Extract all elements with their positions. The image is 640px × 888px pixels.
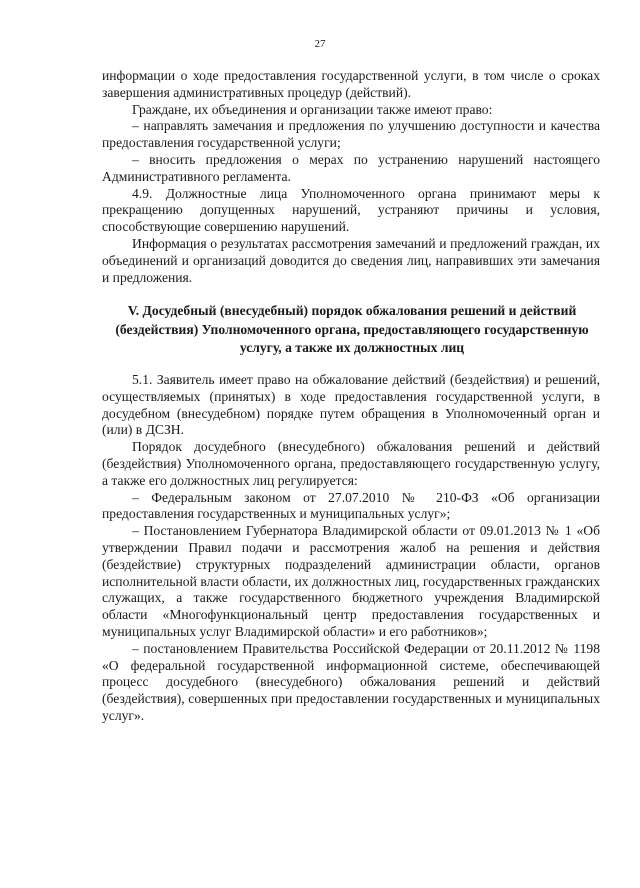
section-heading: V. Досудебный (внесудебный) порядок обжалования решений и действий (бездействия) Уполномоченного органа, предоставляющего государственную услугу, а также их должностных лиц [115,303,589,355]
paragraph-continuation: информации о ходе предоставления государственной услуги, в том числе о сроках завершения административных процедур (действий). [102,68,600,100]
paragraph-4-9: 4.9. Должностные лица Уполномоченного органа принимают меры к прекращению допущенных нарушений, устраняют причины и условия, способствующие совершению нарушений. [102,185,600,235]
paragraph-governor-resolution: – Постановлением Губернатора Владимирской области от 09.01.2013 № 1 «Об утверждении Правил подачи и рассмотрения жалоб на решения и действия (бездействие) структурных подразделений администрации области, органов исполнительной власти области, их должностных лиц, государственных гражданских служащих, а также государственного бюджетного учреждения Владимирской области «Многофункциональный центр предоставления государственных и муниципальных услуг Владимирской области» и его работников»; [102,523,600,639]
paragraph-results-info: Информация о результатах рассмотрения замечаний и предложений граждан, их объединений и организаций доводится до сведения лиц, направивших эти замечания и предложения. [102,235,600,285]
bottom-text-block [102,372,600,725]
top-text-block [102,68,600,286]
paragraph-appeal-order: Порядок досудебного (внесудебного) обжалования решений и действий (бездействия) Уполномоченного органа, предоставляющего государственную услугу, а также его должностных лиц регулируется: [102,439,600,488]
paragraph-right-remarks: – направлять замечания и предложения по улучшению доступности и качества предоставления государственной услуги; [102,118,600,151]
paragraph-right-proposals: – вносить предложения о мерах по устранению нарушений настоящего Административного регламента. [102,151,600,184]
paragraph-government-resolution: – постановлением Правительства Российской Федерации от 20.11.2012 № 1198 «О федеральной государственной информационной системе, обеспечивающей процесс досудебного (внесудебного) обжалования решений и действий (бездействия), совершенных при предоставлении государственных и муниципальных услуг». [102,640,600,723]
page-number: 27 [314,38,326,50]
paragraph-federal-law: – Федеральным законом от 27.07.2010 № 210-ФЗ «Об организации предоставления государственных и муниципальных услуг»; [102,489,600,522]
paragraph-rights-intro: Граждане, их объединения и организации также имеют право: [132,101,493,117]
paragraph-5-1: 5.1. Заявитель имеет право на обжалование действий (бездействия) и решений, осуществляемых (принятых) в ходе предоставления государственной услуги, в досудебном (внесудебном) порядке путем обращения в Уполномоченный орган и (или) в ДСЗН. [102,372,600,438]
